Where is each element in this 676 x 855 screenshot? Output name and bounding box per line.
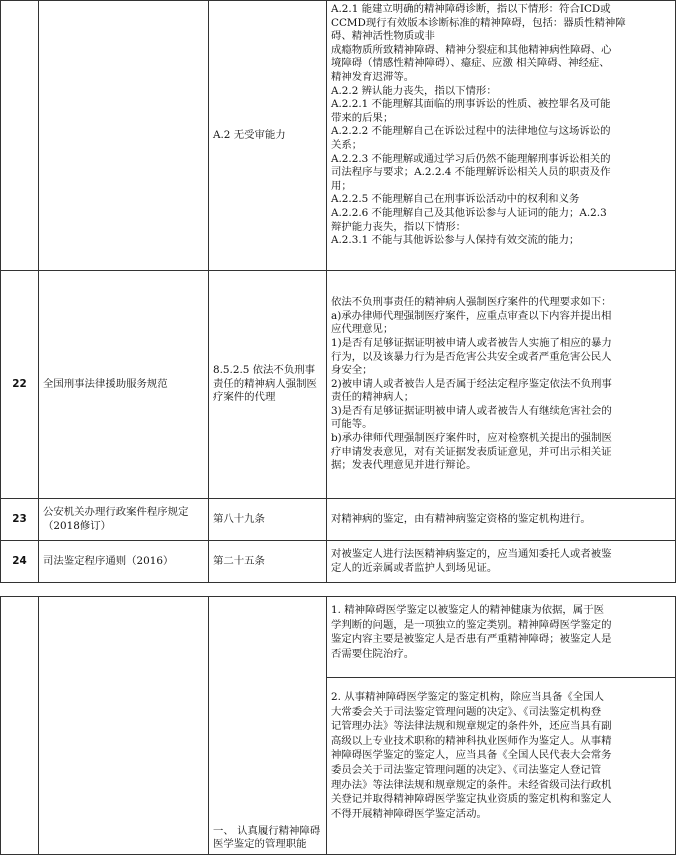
content-line: 辩护能力丧失，指以下情形：: [331, 220, 467, 233]
content-line: 疗申请发表意见，对有关证据发表质证意见，并可出示相关证: [331, 445, 612, 458]
row-number-text: 24: [12, 554, 27, 567]
regulation-text: 司法鉴定程序通则（2016）: [43, 554, 174, 567]
content-line: A.2.2.5 不能理解自己在刑事诉讼活动中的权利和义务: [331, 193, 580, 206]
content-line: 应代理意见；: [331, 323, 394, 336]
regulation-cell: [39, 1, 209, 271]
regulations-table-body: [1, 1, 676, 583]
article-text: 第八十九条: [213, 512, 265, 525]
content-line: A.2.2 辨认能力丧失，指以下情形：: [331, 84, 497, 97]
content-block: [327, 678, 675, 825]
content-line: 大常委会关于司法鉴定管理问题的决定》、《司法鉴定机构登: [331, 705, 602, 718]
article-text: 8.5.2.5 依法不负刑事责任的精神病人强制医疗案件的代理: [213, 364, 317, 404]
content-line: 3)是否有足够证据证明被申请人或者被告人有继续危害社会的: [331, 404, 612, 417]
article-cell: [209, 541, 327, 583]
content-line: 委员会关于司法鉴定管理问题的决定》、《司法鉴定人登记管: [331, 763, 602, 776]
regulation-cell: [39, 541, 209, 583]
row-number-cell: [1, 271, 39, 499]
table-row: [1, 541, 676, 583]
content-line: 2. 从事精神障碍医学鉴定的鉴定机构，除应当具备《全国人: [331, 691, 604, 703]
content-line: 依法不负刑事责任的精神病人强制医疗案件的代理要求如下：: [331, 296, 612, 309]
article-cell: [209, 499, 327, 541]
content-line: a)承办律师代理强制医疗案件，应重点审查以下内容并提出相: [331, 309, 612, 322]
row-number-cell: [1, 597, 39, 855]
row-number-text: 22: [12, 377, 27, 390]
content-line: 对精神病的鉴定，由有精神病鉴定资格的鉴定机构进行。: [331, 512, 591, 525]
content-line: 理办法》等法律法规和规章规定的条件。未经省级司法行政机: [331, 778, 612, 791]
regulation-cell: [39, 597, 209, 855]
content-line: 鉴定内容主要是被鉴定人是否患有严重精神障碍；被鉴定人是: [331, 633, 612, 646]
content-line: 否需要住院治疗。: [331, 647, 415, 660]
row-number-cell: [1, 1, 39, 271]
content-line: A.2.2.3 不能理解或通过学习后仍然不能理解刑事诉讼相关的: [331, 152, 611, 165]
article-cell: [209, 597, 327, 855]
content-line: 2)被申请人或者被告人是否属于经法定程序鉴定依法不负刑事: [331, 377, 612, 390]
guidance-table: [0, 596, 676, 855]
content-line: 关系；: [331, 138, 363, 151]
content-line: 用；: [331, 179, 352, 192]
content-blocks: [327, 597, 675, 825]
content-line: 1. 精神障碍医学鉴定以被鉴定人的精神健康为依据，属于医: [331, 604, 604, 616]
regulation-cell: [39, 499, 209, 541]
content-line: 境障碍（情感性精神障碍）、癔症、应激 相关障碍、神经症、: [331, 57, 610, 70]
content-line: 司法程序与要求；A.2.2.4 不能理解诉讼相关人员的职责及作: [331, 166, 611, 179]
content-cell: [327, 271, 676, 499]
content-line: CCMD现行有效版本诊断标准的精神障碍，包括：器质性精神障: [331, 16, 626, 29]
content-line: 对被鉴定人进行法医精神病鉴定的，应当通知委托人或者被鉴: [331, 547, 612, 560]
content-cell: [327, 597, 676, 855]
content-line: 1)是否有足够证据证明被申请人或者被告人实施了相应的暴力: [331, 336, 612, 349]
content-line: 记管理办法》等法律法规和规章规定的条件外，还应当具有副: [331, 720, 612, 733]
content-line: 行为，以及该暴力行为是否危害公共安全或者严重危害公民人: [331, 350, 612, 363]
row-number-text: 23: [12, 512, 27, 525]
content-line: 身安全；: [331, 364, 373, 377]
content-line: 神障碍医学鉴定的鉴定人，应当具备《全国人民代表大会常务: [331, 749, 612, 762]
article-text: 一、 认真履行精神障碍医学鉴定的管理职能: [213, 824, 321, 851]
table-row: [1, 271, 676, 499]
article-text: 第二十五条: [213, 554, 265, 567]
article-text: A.2 无受审能力: [213, 128, 286, 141]
content-line: 精神发育迟滞等。: [331, 70, 415, 83]
article-cell: [209, 1, 327, 271]
content-line: 不得开展精神障碍医学鉴定活动。: [331, 807, 487, 820]
content-line: A.2.2.2 不能理解自己在诉讼过程中的法律地位与这场诉讼的: [331, 125, 611, 138]
table-row: [1, 597, 676, 855]
row-number-cell: [1, 541, 39, 583]
content-cell: [327, 499, 676, 541]
content-line: 定人的近亲属或者监护人到场见证。: [331, 561, 498, 574]
content-line: A.2.3.1 不能与其他诉讼参与人保持有效交流的能力；: [331, 234, 580, 247]
regulation-cell: [39, 271, 209, 499]
article-cell: [209, 271, 327, 499]
content-line: 责任的精神病人；: [331, 391, 415, 404]
content-block: [327, 597, 675, 677]
regulation-text: 全国刑事法律援助服务规范: [43, 377, 168, 390]
content-line: A.2.1 能建立明确的精神障碍诊断，指以下情形：符合ICD或: [331, 3, 611, 15]
table-row: [1, 499, 676, 541]
table-row: [1, 1, 676, 271]
content-line: A.2.2.1 不能理解其面临的刑事诉讼的性质、被控罪名及可能: [331, 98, 611, 111]
regulation-text: 公安机关办理行政案件程序规定（2018修订）: [43, 505, 189, 532]
content-line: 带来的后果；: [331, 111, 394, 124]
content-line: 成瘾物质所致精神障碍、精神分裂症和其他精神病性障碍、心: [331, 43, 612, 56]
content-line: 关登记并取得精神障碍医学鉴定执业资质的鉴定机构和鉴定人: [331, 793, 612, 806]
content-line: 碍、精神活性物质或非: [331, 30, 435, 43]
content-line: 可能等。: [331, 418, 373, 431]
content-line: 学判断的问题，是一项独立的鉴定类别。精神障碍医学鉴定的: [331, 618, 612, 631]
row-number-cell: [1, 499, 39, 541]
content-line: A.2.2.6 不能理解自己及其他诉讼参与人证词的能力；A.2.3: [331, 206, 607, 219]
content-line: b)承办律师代理强制医疗案件时，应对检察机关提出的强制医: [331, 432, 612, 445]
content-line: 据；发表代理意见并进行辩论。: [331, 459, 477, 472]
content-cell: [327, 541, 676, 583]
content-line: 高级以上专业技术职称的精神科执业医师作为鉴定人。从事精: [331, 734, 612, 747]
content-cell: [327, 1, 676, 271]
